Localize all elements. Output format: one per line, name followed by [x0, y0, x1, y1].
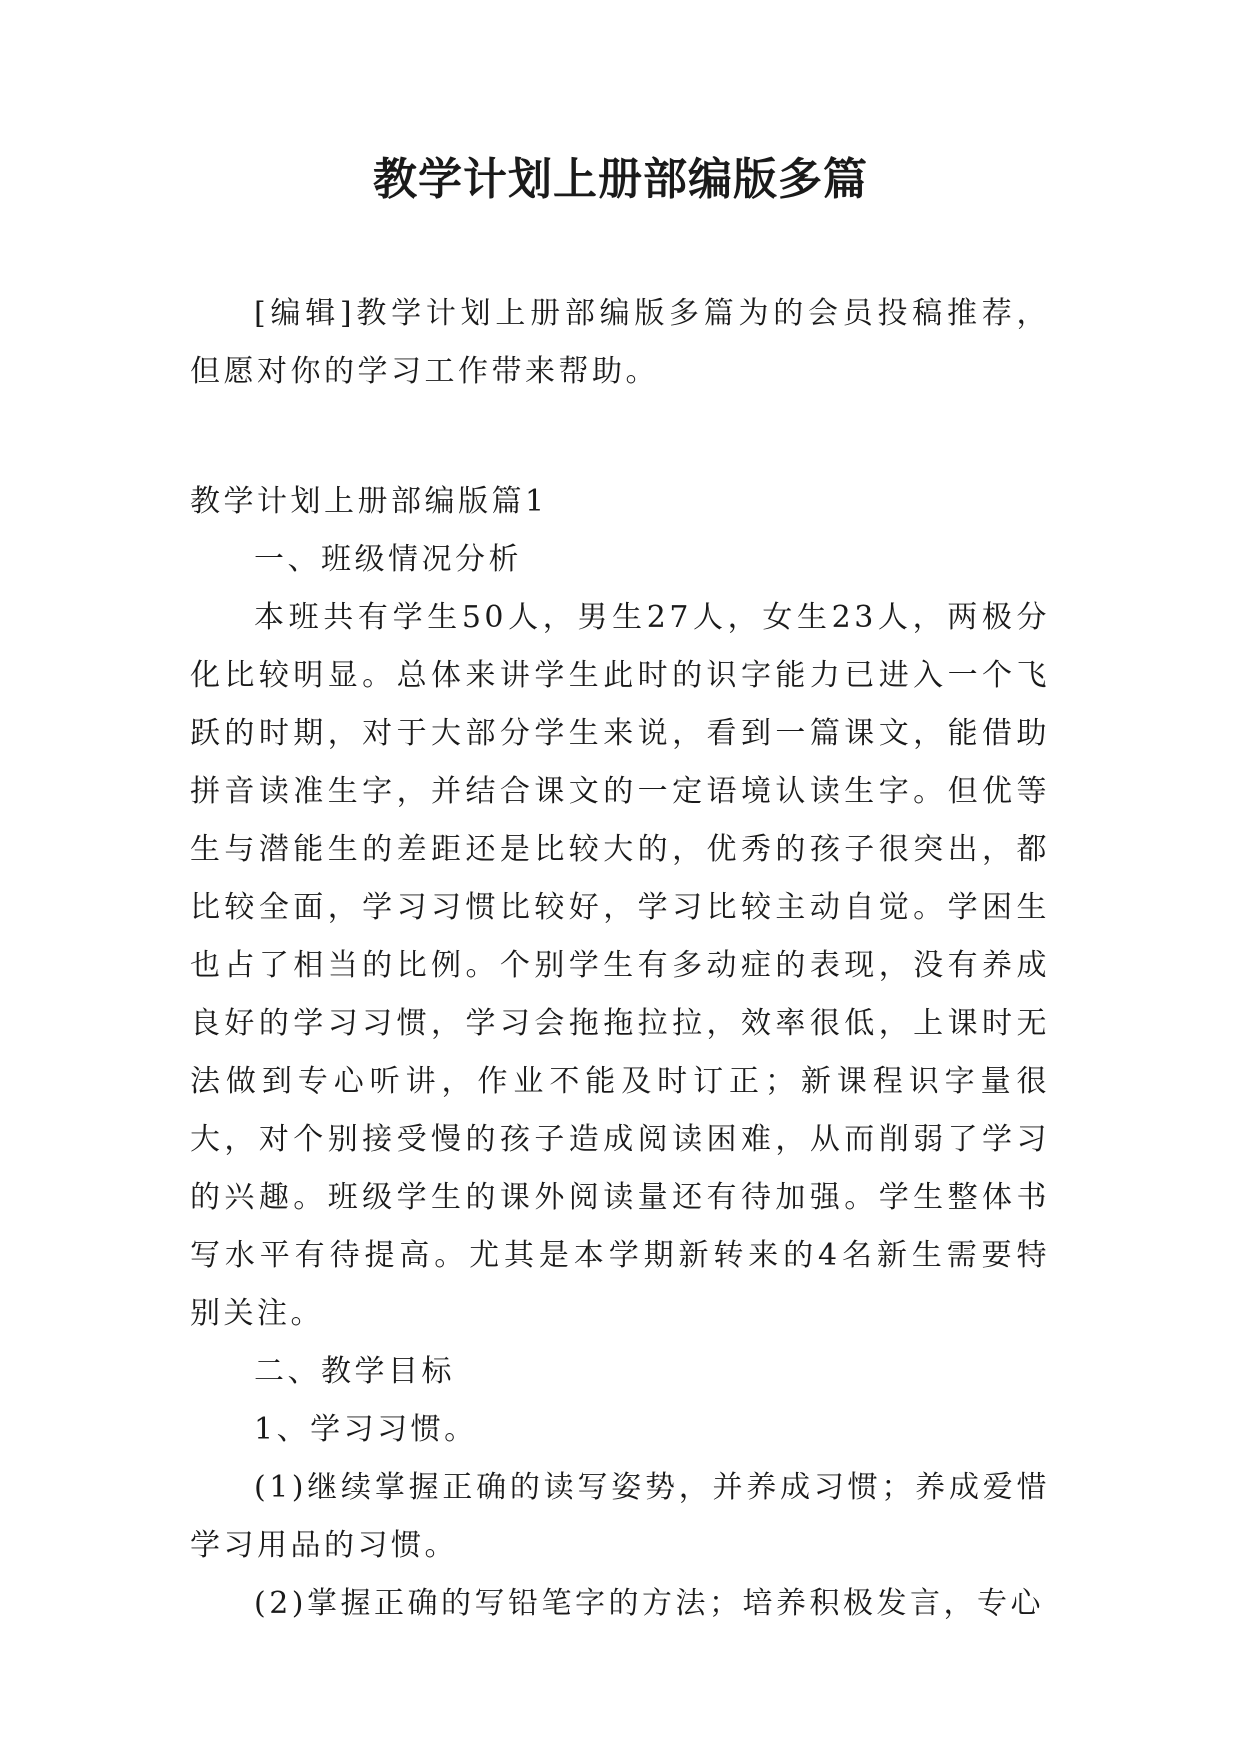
subheading-teaching-goals: 二、教学目标 [254, 1354, 455, 1389]
spacer [190, 401, 1050, 473]
intro-paragraph: [编辑]教学计划上册部编版多篇为的会员投稿推荐，但愿对你的学习工作带来帮助。 [190, 296, 1050, 389]
list-item-study-habits: 1、学习习惯。 [254, 1412, 478, 1447]
paragraph-class-analysis: 本班共有学生50人，男生27人，女生23人，两极分化比较明显。总体来讲学生此时的识字能力已进入一个飞跃的时期，对于大部分学生来说，看到一篇课文，能借助拼音读准生字，并结合课文的一定语境认读生字。但优等生与潜能生的差距还是比较大的，优秀的孩子很突出，都比较全面，学习习惯比较好，学习比较主动自觉。学困生也占了相当的比例。个别学生有多动症的表现，没有养成良好的学习习惯，学习会拖拖拉拉，效率很低，上课时无法做到专心听讲，作业不能及时订正；新课程识字量很大，对个别接受慢的孩子造成阅读困难，从而削弱了学习的兴趣。班级学生的课外阅读量还有待加强。学生整体书写水平有待提高。尤其是本学期新转来的4名新生需要特别关注。 [190, 600, 1050, 1331]
subheading-class-analysis: 一、班级情况分析 [254, 542, 522, 577]
list-item-habit-1: (1)继续掌握正确的读写姿势，并养成习惯；养成爱惜学习用品的习惯。 [190, 1470, 1050, 1563]
section-heading: 教学计划上册部编版篇1 [190, 484, 548, 519]
list-item-habit-2: (2)掌握正确的写铅笔字的方法；培养积极发言，专心 [254, 1586, 1044, 1621]
document-title: 教学计划上册部编版多篇 [373, 154, 868, 205]
document-body [190, 285, 1050, 1633]
